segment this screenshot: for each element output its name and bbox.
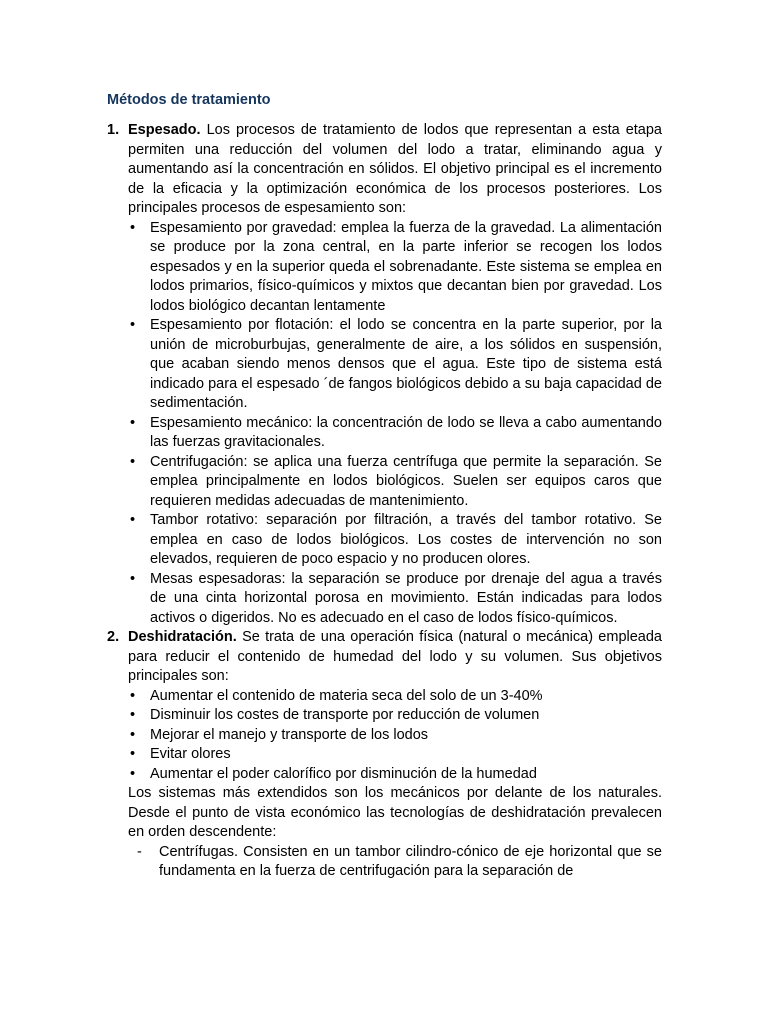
section-heading: Métodos de tratamiento bbox=[107, 92, 271, 108]
bullet-list bbox=[128, 219, 662, 629]
bullet-icon: • bbox=[130, 726, 136, 743]
bullet-icon: • bbox=[130, 746, 136, 762]
bullet-text: Centrifugación: se aplica una fuerza centrífuga que permite la separación. Se emplea principalmente en lodos biológicos. Suelen ser equipos caros que requieren medidas adecuadas de mantenimiento. bbox=[150, 453, 662, 509]
bullet-list bbox=[128, 687, 662, 785]
bullet-text: Espesamiento por gravedad: emplea la fuerza de la gravedad. La alimentación se produce por la zona central, en la parte inferior se recogen los lodos espesados y en la superior queda el sobrenadante. Este sistema se emplea en lodos primarios, físico-químicos y mixtos que decantan bien por gravedad. Los lodos biológico decantan lentamente bbox=[150, 219, 662, 314]
item-lead: Espesado. bbox=[128, 122, 201, 138]
list-item-deshidratacion bbox=[107, 628, 662, 882]
item-number: 2. bbox=[107, 629, 120, 645]
bullet-item bbox=[104, 219, 662, 317]
dash-text: Centrífugas. Consisten en un tambor cilindro-cónico de eje horizontal que se fundamenta en la fuerza de centrifugación para la separación de bbox=[159, 843, 662, 879]
bullet-text: Aumentar el contenido de materia seca del solo de un 3-40% bbox=[150, 687, 543, 704]
bullet-text: Tambor rotativo: separación por filtración, a través del tambor rotativo. Se emplea en caso de lodos biológicos. Los costes de intervención no son elevados, requieren de poco espacio y no producen olores. bbox=[150, 512, 662, 567]
item-number: 1. bbox=[107, 122, 120, 138]
bullet-item bbox=[104, 316, 662, 414]
dash-list bbox=[128, 843, 662, 882]
bullet-item bbox=[104, 706, 662, 726]
bullet-icon: • bbox=[130, 707, 136, 723]
bullet-icon: • bbox=[130, 317, 136, 333]
bullet-icon: • bbox=[130, 687, 136, 704]
bullet-icon: • bbox=[130, 512, 136, 528]
bullet-text: Mejorar el manejo y transporte de los lodos bbox=[150, 726, 429, 743]
bullet-item bbox=[104, 453, 662, 512]
bullet-item bbox=[104, 414, 662, 453]
bullet-icon: • bbox=[130, 765, 136, 782]
bullet-item bbox=[104, 570, 662, 629]
bullet-icon: • bbox=[130, 570, 136, 587]
dash-icon: - bbox=[137, 843, 142, 860]
bullet-text: Aumentar el poder calorífico por disminución de la humedad bbox=[150, 765, 537, 782]
bullet-text: Espesamiento mecánico: la concentración de lodo se lleva a cabo aumentando las fuerzas gravitacionales. bbox=[150, 414, 662, 450]
bullet-icon: • bbox=[130, 219, 136, 236]
bullet-item bbox=[104, 726, 662, 746]
numbered-list bbox=[107, 121, 662, 882]
bullet-text: Espesamiento por flotación: el lodo se concentra en la parte superior, por la unión de microburbujas, generalmente de aire, a los sólidos en suspensión, que acaban siendo menos densos que el agua. Este tipo de sistema está indicado para el espesado ´de fangos biológicos debido a su baja capacidad de sedimentación. bbox=[150, 317, 662, 411]
bullet-text: Evitar olores bbox=[150, 746, 231, 762]
item-lead: Deshidratación. bbox=[128, 629, 237, 645]
bullet-text: Mesas espesadoras: la separación se produce por drenaje del agua a través de una cinta horizontal porosa en movimiento. Están indicadas para lodos activos o digeridos. No es adecuado en el caso de lodos físico-químicos. bbox=[150, 570, 662, 626]
list-item-espesado bbox=[107, 121, 662, 628]
bullet-icon: • bbox=[130, 453, 136, 470]
item-text: Los procesos de tratamiento de lodos que representan a esta etapa permiten una reducción del volumen del lodo a tratar, eliminando agua y aumentando así la concentración en sólidos. El objetivo principal es el incremento de la eficacia y la optimización económica de los procesos posteriores. Los principales procesos de espesamiento son: bbox=[128, 122, 662, 216]
dash-item bbox=[104, 843, 662, 882]
bullet-icon: • bbox=[130, 414, 136, 431]
body-paragraph: Los sistemas más extendidos son los mecánicos por delante de los naturales. Desde el punto de vista económico las tecnologías de deshidratación prevalecen en orden descendente: bbox=[128, 785, 662, 840]
bullet-item bbox=[104, 687, 662, 707]
bullet-text: Disminuir los costes de transporte por reducción de volumen bbox=[150, 707, 540, 723]
bullet-item bbox=[104, 745, 662, 765]
bullet-item bbox=[104, 765, 662, 785]
item-text: Se trata de una operación física (natural o mecánica) empleada para reducir el contenido de humedad del lodo y su volumen. Sus objetivos principales son: bbox=[128, 629, 662, 684]
bullet-item bbox=[104, 511, 662, 570]
